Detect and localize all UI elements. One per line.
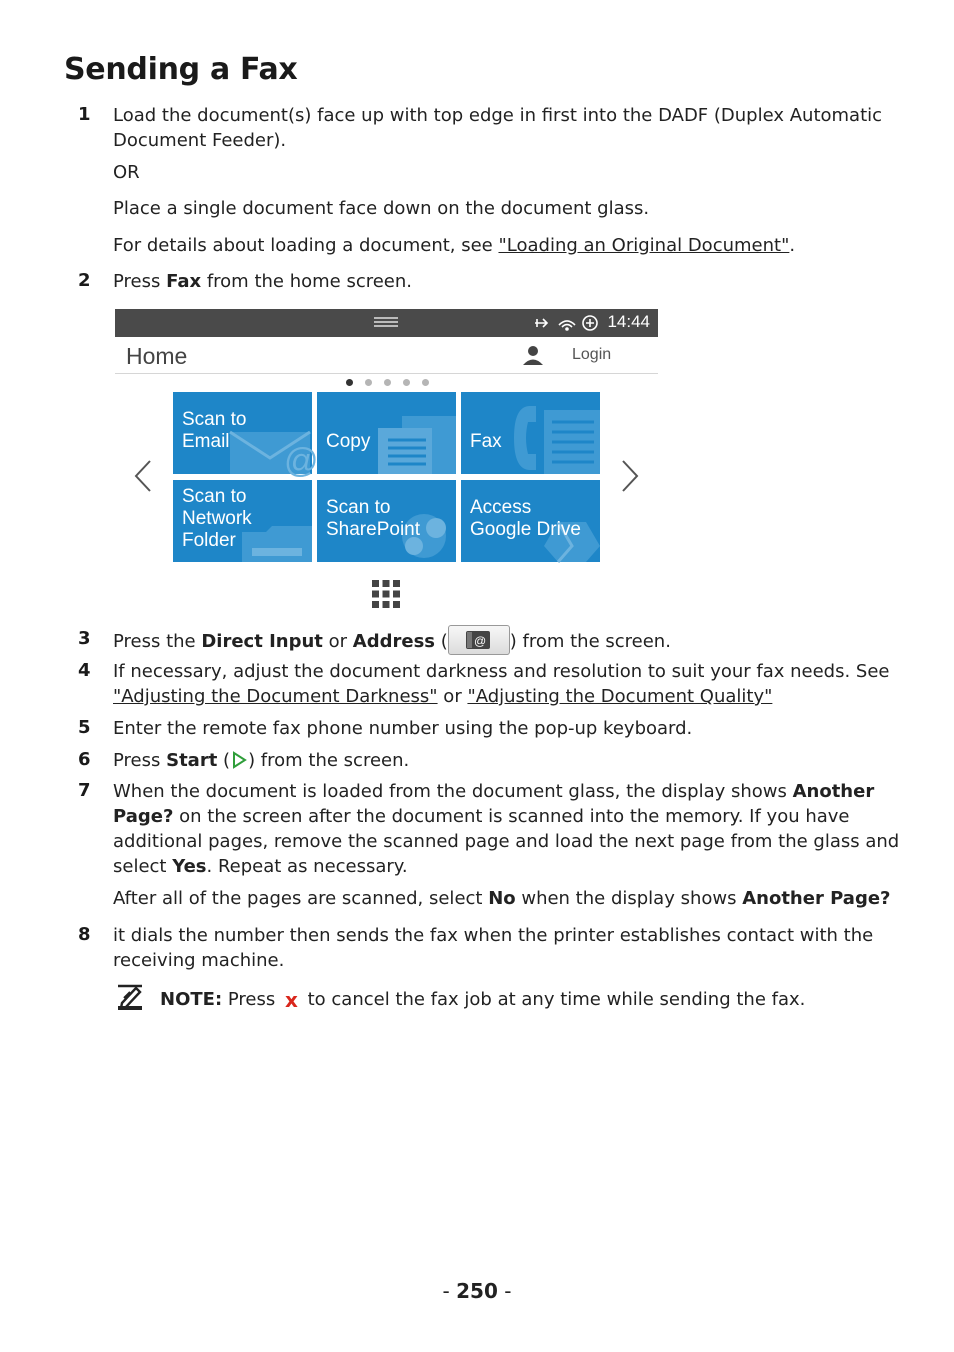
status-bar — [115, 309, 658, 337]
tile-scan-to-sharepoint[interactable] — [317, 480, 456, 562]
page-indicator — [346, 379, 431, 387]
link-adjusting-document-darkness[interactable]: "Adjusting the Document Darkness" — [113, 686, 438, 707]
tile-copy[interactable] — [317, 392, 456, 474]
tile-label-line3: Folder — [182, 530, 236, 551]
start-term: Start — [166, 750, 218, 771]
chevron-right-icon[interactable] — [619, 459, 641, 493]
printer-home-screen — [115, 309, 658, 614]
page-number — [0, 1279, 954, 1303]
step-6-text — [113, 748, 903, 773]
note-text — [160, 986, 900, 1012]
address-book-icon — [449, 626, 509, 654]
tile-label-line1: Access — [470, 497, 532, 518]
note-post: to cancel the fax job at any time while sending the fax. — [301, 989, 806, 1010]
details-prefix: For details about loading a document, see — [113, 235, 499, 256]
step-7-post: . Repeat as necessary. — [206, 856, 408, 877]
page-dot — [384, 379, 391, 386]
user-icon[interactable] — [522, 344, 544, 366]
start-icon — [230, 751, 248, 769]
page-dot — [422, 379, 429, 386]
no-term: No — [488, 888, 516, 909]
home-header — [115, 337, 658, 374]
chevron-left-icon[interactable] — [132, 459, 154, 493]
page-title: Sending a Fax — [64, 52, 298, 87]
step-1-or: OR — [113, 162, 140, 183]
home-title: Home — [126, 343, 188, 369]
menu-handle-icon — [374, 317, 398, 329]
clock: 14:44 — [607, 312, 650, 331]
tile-label-line1: Fax — [470, 431, 502, 452]
tile-label-line2: Email — [182, 431, 230, 452]
step-7-mid: on the screen after the document is scanned into the memory. If you have additional pages, remove the scanned page and load the next page from the glass and select — [113, 806, 900, 877]
step-3-mid: or — [322, 631, 353, 652]
page-dot — [403, 379, 410, 386]
step-number-5: 5 — [78, 717, 91, 738]
tile-access-google-drive[interactable] — [461, 480, 600, 562]
step-3-pre: Press the — [113, 631, 202, 652]
step-2-pre: Press — [113, 271, 167, 292]
tile-scan-to-network-folder[interactable] — [173, 480, 312, 562]
tile-scan-to-email[interactable] — [173, 392, 319, 480]
login-button[interactable]: Login — [572, 346, 612, 363]
step-number-6: 6 — [78, 749, 91, 770]
another-page-term: Another Page? — [113, 781, 875, 827]
step-4-text — [113, 659, 903, 709]
note-pre: Press — [222, 989, 281, 1010]
step-2-post: from the home screen. — [201, 271, 413, 292]
svg-text:@: @ — [284, 442, 319, 480]
step-6-pre: Press — [113, 750, 167, 771]
address-book-button — [448, 625, 510, 655]
step-number-3: 3 — [78, 628, 91, 649]
fax-term: Fax — [166, 271, 202, 292]
step-3-open: ( — [435, 631, 448, 652]
address-term: Address — [352, 631, 435, 652]
step-4-pre: If necessary, adjust the document darkness and resolution to suit your fax needs. See — [113, 661, 890, 682]
page-dot — [365, 379, 372, 386]
tile-fax[interactable] — [461, 392, 600, 474]
step-6-close: ) from the screen. — [248, 750, 410, 771]
step-number-2: 2 — [78, 270, 91, 291]
step-2-text — [113, 269, 903, 294]
direct-input-term: Direct Input — [201, 631, 323, 652]
step-3-close: ) from the screen. — [509, 631, 671, 652]
step-4-mid: or — [437, 686, 468, 707]
cancel-icon: x — [284, 988, 298, 1012]
step-7-text — [113, 779, 903, 879]
fax-icon — [508, 400, 600, 474]
step-number-7: 7 — [78, 780, 91, 801]
svg-text:@: @ — [473, 634, 486, 648]
step-number-4: 4 — [78, 660, 91, 681]
step-number-8: 8 — [78, 924, 91, 945]
tile-label-line2: Network — [182, 508, 252, 529]
tile-label-line2: Google Drive — [470, 519, 581, 540]
note-label: NOTE: — [160, 989, 223, 1010]
copy-icon — [374, 408, 456, 474]
page-number-dash-right: - — [497, 1279, 512, 1303]
step-1-details — [113, 233, 903, 258]
link-adjusting-document-quality[interactable]: "Adjusting the Document Quality" — [467, 686, 773, 707]
step-8-text: it dials the number then sends the fax when the printer establishes contact with the receiving machine. — [113, 925, 874, 971]
step-6-open: ( — [217, 750, 231, 771]
step-number-1: 1 — [78, 104, 91, 125]
step-5-text: Enter the remote fax phone number using the pop-up keyboard. — [113, 718, 693, 739]
step-7-after-mid: when the display shows — [515, 888, 743, 909]
note-pencil-icon — [116, 984, 144, 1012]
another-page-term: Another Page? — [742, 888, 891, 909]
step-3-text — [113, 627, 903, 657]
step-1-text: Load the document(s) face up with top edge in first into the DADF (Duplex Automatic Document Feeder). — [113, 105, 883, 151]
step-7-pre: When the document is loaded from the document glass, the display shows — [113, 781, 793, 802]
step-1-alternative: Place a single document face down on the document glass. — [113, 198, 650, 219]
details-suffix: . — [789, 235, 796, 256]
tile-label-line1: Scan to — [182, 409, 247, 430]
step-7-after-pre: After all of the pages are scanned, select — [113, 888, 489, 909]
status-icons — [533, 314, 605, 332]
apps-grid-icon[interactable] — [371, 579, 401, 609]
link-loading-original-document[interactable]: "Loading an Original Document" — [498, 235, 790, 256]
tile-label-line1: Copy — [326, 431, 371, 452]
page-number-value: 250 — [456, 1279, 498, 1303]
tile-label-line1: Scan to — [326, 497, 391, 518]
page-number-dash-left: - — [442, 1279, 457, 1303]
network-folder-icon — [242, 522, 312, 562]
step-7-after — [113, 886, 903, 911]
page-dot — [346, 379, 353, 386]
yes-term: Yes — [172, 856, 207, 877]
tile-label-line1: Scan to — [182, 486, 247, 507]
tile-label-line2: SharePoint — [326, 519, 421, 540]
